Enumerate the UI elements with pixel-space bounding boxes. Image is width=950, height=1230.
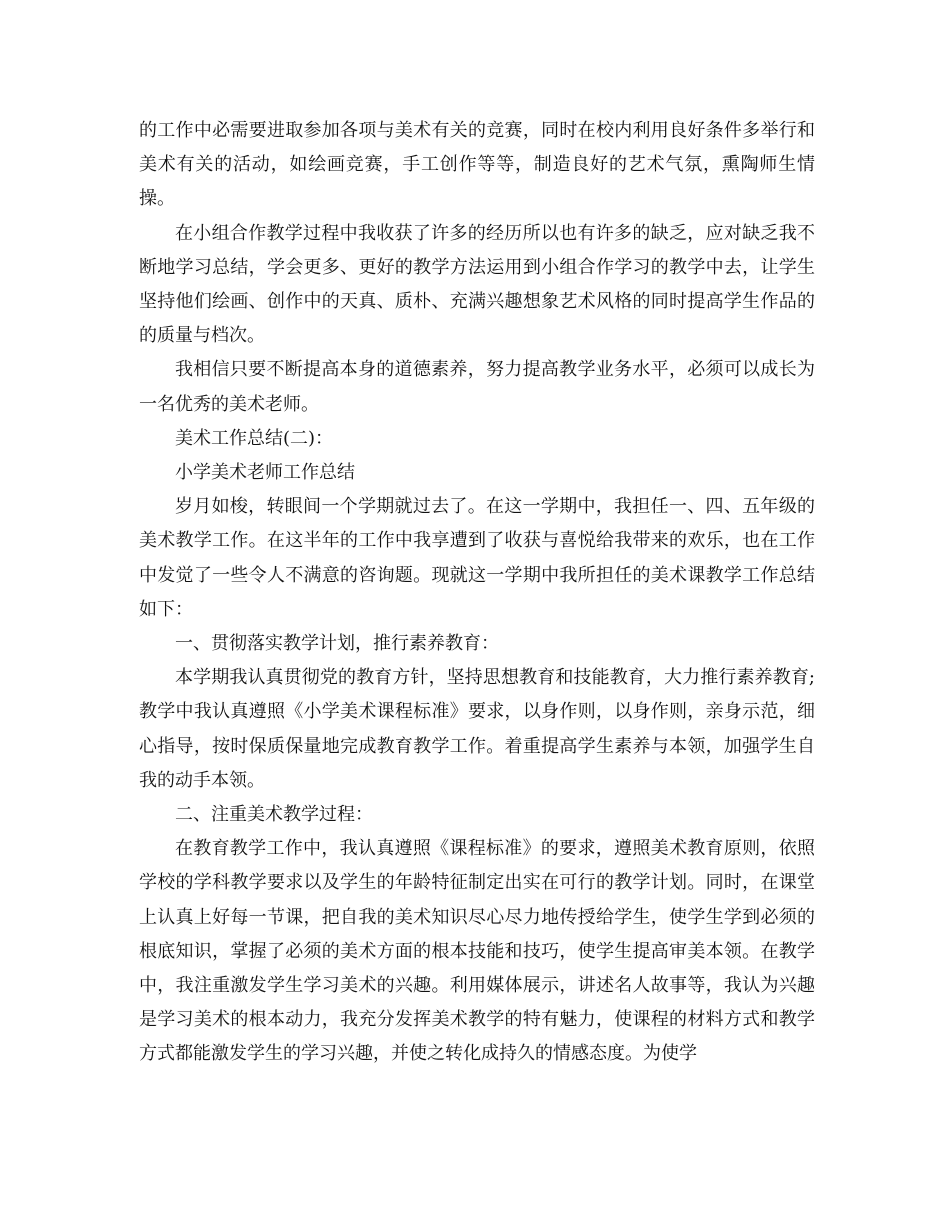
section-heading-1: 一、贯彻落实教学计划，推行素养教育： xyxy=(175,633,499,655)
subheading-teacher-summary: 小学美术老师工作总结 xyxy=(175,462,355,484)
section-heading-2: 二、注重美术教学过程： xyxy=(175,804,373,826)
paragraph-6: 岁月如梭，转眼间一个学期就过去了。在这一学期中，我担任一、四、五年级的美术教学工作。在这半年的工作中我享遭到了收获与喜悦给我带来的欢乐，也在工作中发觉了一些令人不满意的咨询题。现就这一学期中我所担任的美术课教学工作总结如下： xyxy=(139,496,815,620)
paragraph-1: 的工作中必需要进取参加各项与美术有关的竞赛，同时在校内利用良好条件多举行和美术有关的活动，如绘画竞赛，手工创作等等，制造良好的艺术气氛，熏陶师生情操。 xyxy=(139,120,815,210)
section-heading-art-summary-2: 美术工作总结(二)： xyxy=(175,427,334,449)
paragraph-3: 我相信只要不断提高本身的道德素养，努力提高教学业务水平，必须可以成长为一名优秀的美术老师。 xyxy=(139,359,815,415)
paragraph-10: 在教育教学工作中，我认真遵照《课程标准》的要求，遵照美术教育原则，依照学校的学科教学要求以及学生的年龄特征制定出实在可行的教学计划。同时，在课堂上认真上好每一节课，把自我的美术知识尽心尽力地传授给学生，使学生学到必须的根底知识，掌握了必须的美术方面的根本技能和技巧，使学生提高审美本领。在教学中，我注重激发学生学习美术的兴趣。利用媒体展示，讲述名人故事等，我认为兴趣是学习美术的根本动力，我充分发挥美术教学的特有魅力，使课程的材料方式和教学方式都能激发学生的学习兴趣，并使之转化成持久的情感态度。为使学 xyxy=(139,838,815,1065)
paragraph-8: 本学期我认真贯彻党的教育方针，坚持思想教育和技能教育，大力推行素养教育;教学中我认真遵照《小学美术课程标准》要求，以身作则，以身作则，亲身示范，细心指导，按时保质保量地完成教育教学工作。着重提高学生素养与本领，加强学生自我的动手本领。 xyxy=(139,667,815,791)
document-body xyxy=(139,114,815,1072)
paragraph-2: 在小组合作教学过程中我收获了许多的经历所以也有许多的缺乏，应对缺乏我不断地学习总结，学会更多、更好的教学方法运用到小组合作学习的教学中去，让学生坚持他们绘画、创作中的天真、质朴、充满兴趣想象艺术风格的同时提高学生作品的的质量与档次。 xyxy=(139,222,815,347)
